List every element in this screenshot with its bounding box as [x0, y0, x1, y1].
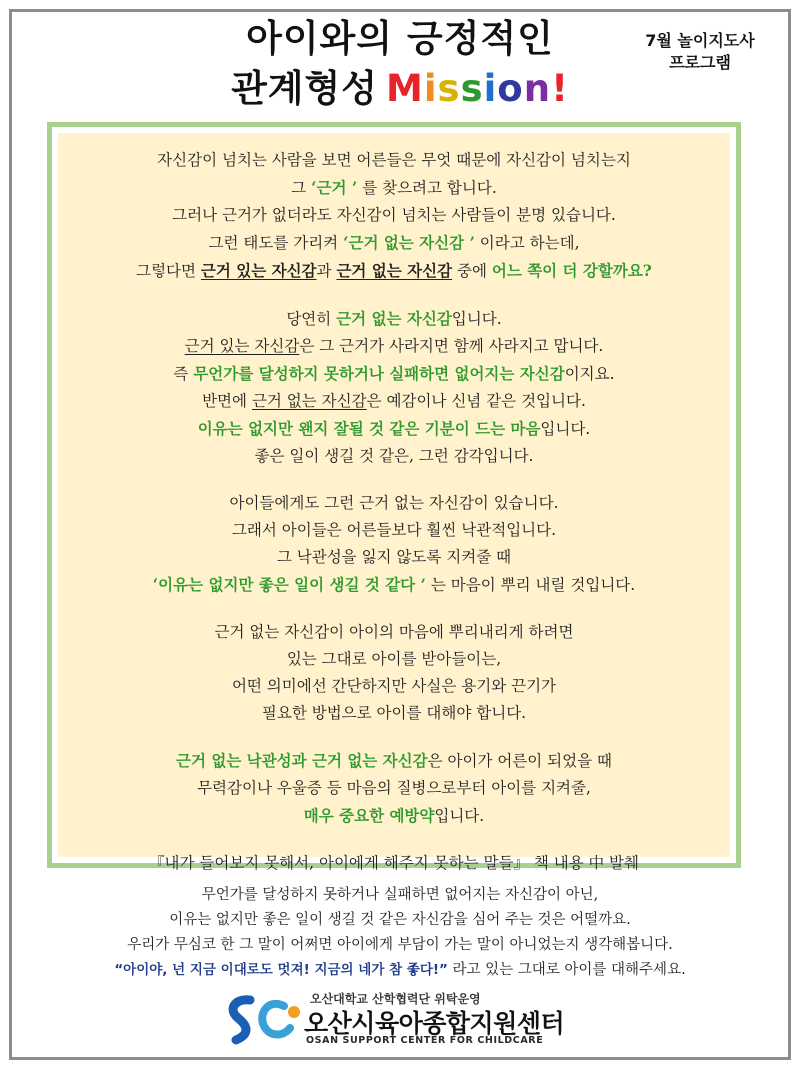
highlight-text: 근거 없는 낙관성과 근거 없는 자신감 — [176, 751, 428, 770]
mission-letter: i — [483, 67, 498, 110]
mission-letter: i — [423, 67, 438, 110]
text-span: 은 예감이나 신념 같은 것입니다. — [366, 392, 586, 410]
text-line — [58, 333, 730, 360]
logo-subtitle: 오산대학교 산학협력단 위탁운영 — [310, 992, 481, 1006]
text-line — [58, 747, 730, 775]
text-line: 근거 없는 자신감이 아이의 마음에 뿌리내리게 하려면 — [214, 623, 574, 641]
highlight-text: 이유는 없지만 왠지 잘될 것 같은 기분이 드는 마음 — [197, 419, 541, 438]
highlight-text: ‘이유는 없지만 좋은 일이 생길 것 같다 ’ — [152, 575, 426, 594]
text-line — [58, 257, 730, 285]
text-span: 는 마음이 뿌리 내릴 것입니다. — [425, 576, 636, 594]
footer-line — [0, 958, 800, 983]
mission-word — [386, 64, 569, 114]
text-line — [58, 388, 730, 415]
logo-name: 오산시육아종합지원센터 — [304, 1009, 565, 1038]
footer-quote: “아이야, 넌 지금 이대로도 멋져! 지금의 네가 참 좋다!” — [114, 962, 448, 978]
underlined-text: 근거 있는 자신감 — [200, 261, 317, 280]
text-span: 그렇다면 — [136, 262, 201, 280]
text-line — [58, 360, 730, 388]
text-line: 좋은 일이 생길 것 같은, 그런 감각입니다. — [254, 447, 534, 465]
highlight-text: 무언가를 달성하지 못하거나 실패하면 없어지는 자신감 — [193, 364, 565, 383]
text-line — [58, 571, 730, 599]
highlight-text: ‘근거 없는 자신감 ’ — [343, 233, 475, 252]
text-span: 라고 있는 그대로 아이를 대해주세요. — [447, 962, 686, 978]
text-line — [58, 305, 730, 333]
highlight-text: 어느 쪽이 더 강할까요? — [491, 261, 652, 280]
text-span: 그런 태도를 가리켜 — [208, 234, 344, 252]
text-span: 이라고 하는데, — [474, 234, 580, 252]
text-span: 은 아이가 어른이 되었을 때 — [427, 752, 612, 770]
text-line: 그러나 근거가 없더라도 자신감이 넘치는 사람들이 분명 있습니다. — [172, 206, 616, 224]
text-line: 아이들에게도 그런 근거 없는 자신감이 있습니다. — [229, 494, 559, 512]
program-label — [640, 30, 760, 74]
text-line — [58, 229, 730, 257]
text-line: 그래서 아이들은 어른들보다 훨씬 낙관적입니다. — [231, 521, 557, 539]
logo-c-stroke — [262, 1004, 290, 1035]
program-line1: 7월 놀이지도사 — [645, 31, 755, 50]
text-span: 과 — [316, 262, 337, 280]
footer-line: 이유는 없지만 좋은 일이 생길 것 같은 자신감을 심어 주는 것은 어떨까요. — [169, 912, 631, 928]
paragraph-5 — [58, 747, 730, 830]
text-span: 이지요. — [564, 365, 615, 383]
logo-english-name: OSAN SUPPORT CENTER FOR CHILDCARE — [306, 1035, 544, 1046]
text-line: 자신감이 넘치는 사람을 보면 어른들은 무엇 때문에 자신감이 넘치는지 — [157, 151, 631, 169]
text-span: 그 — [291, 179, 312, 197]
mission-letter: ! — [551, 67, 569, 110]
text-span: 입니다. — [451, 310, 502, 328]
footer-line: 무언가를 달성하지 못하거나 실패하면 없어지는 자신감이 아닌, — [201, 887, 599, 903]
underlined-text: 근거 없는 자신감 — [251, 392, 367, 410]
logo-s-stroke — [233, 1000, 250, 1040]
mission-letter: s — [437, 67, 461, 110]
text-line: 있는 그대로 아이를 받아들이는, — [286, 650, 502, 668]
mission-letter: M — [386, 67, 424, 110]
text-line: 어떤 의미에선 간단하지만 사실은 용기와 끈기가 — [231, 677, 557, 695]
highlight-text: 매우 중요한 예방약 — [303, 806, 435, 825]
text-span: 즉 — [173, 365, 194, 383]
text-line — [58, 415, 730, 443]
text-span: 은 그 근거가 사라지면 함께 사라지고 맙니다. — [299, 337, 604, 355]
highlight-text: ‘근거 ’ — [311, 178, 358, 197]
article-body — [58, 133, 730, 872]
book-source: 『내가 들어보지 못해서, 아이에게 해주지 못하는 말들』 책 내용 中 발췌 — [149, 854, 639, 872]
mission-letter: n — [523, 67, 552, 110]
text-line: 그 낙관성을 잃지 않도록 지켜줄 때 — [276, 548, 512, 566]
underlined-text: 근거 없는 자신감 — [336, 261, 453, 280]
mission-letter: s — [460, 67, 484, 110]
mission-letter: o — [497, 67, 524, 110]
logo-mark-icon — [222, 992, 302, 1048]
text-span: 입니다. — [540, 420, 591, 438]
text-line — [58, 802, 730, 830]
underlined-text: 근거 있는 자신감 — [184, 337, 300, 355]
highlight-text: 근거 없는 자신감 — [336, 309, 452, 328]
program-line2: 프로그램 — [669, 53, 731, 72]
text-span: 를 찾으려고 합니다. — [357, 179, 497, 197]
paragraph-4 — [58, 619, 730, 727]
text-span: 입니다. — [434, 807, 485, 825]
footer-message — [0, 883, 800, 983]
text-line — [58, 174, 730, 202]
text-span: 중에 — [452, 262, 492, 280]
text-span: 반면에 — [202, 392, 252, 410]
text-line: 무력감이나 우울증 등 마음의 질병으로부터 아이를 지켜줄, — [197, 779, 591, 797]
center-logo — [222, 990, 582, 1050]
article-box — [47, 122, 741, 872]
footer-line: 우리가 무심코 한 그 말이 어쩌면 아이에게 부담이 가는 말이 아니었는지 생각해봅니다. — [127, 937, 673, 953]
paragraph-2 — [58, 305, 730, 470]
title-line1: 아이와의 긍정적인 — [246, 17, 554, 60]
paragraph-3 — [58, 490, 730, 599]
logo-dot — [288, 1006, 300, 1018]
text-span: 당연히 — [286, 310, 337, 328]
paragraph-1 — [58, 147, 730, 285]
title-line2: 관계형성 — [231, 67, 379, 110]
text-line: 필요한 방법으로 아이를 대해야 합니다. — [261, 704, 527, 722]
